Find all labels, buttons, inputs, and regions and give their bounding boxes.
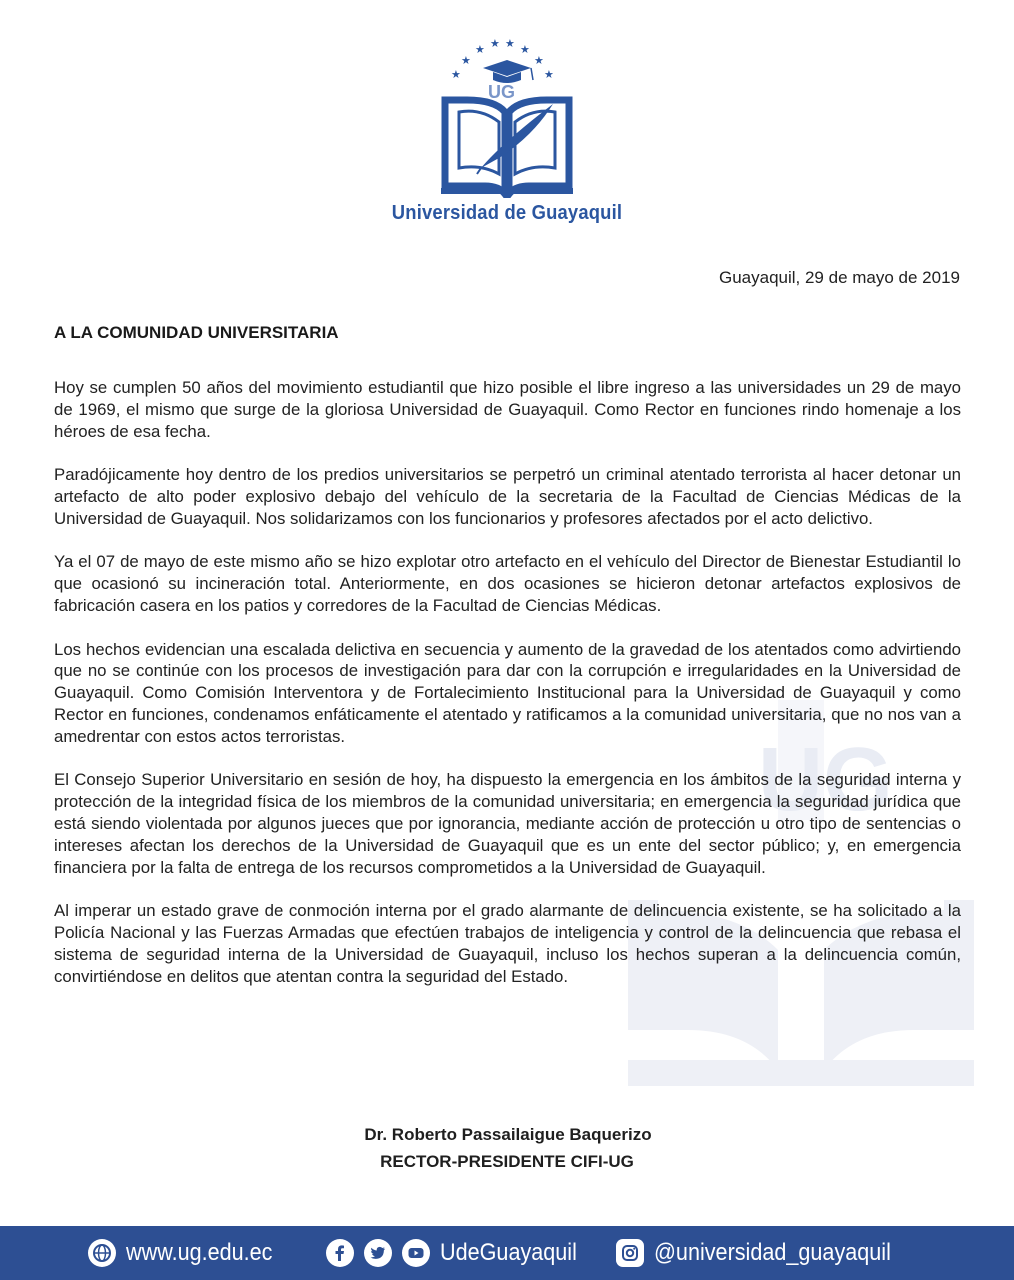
svg-text:★: ★ bbox=[451, 69, 461, 81]
svg-text:UG: UG bbox=[758, 730, 893, 830]
svg-text:★: ★ bbox=[544, 69, 554, 81]
paragraph: Hoy se cumplen 50 años del movimiento estudiantil que hizo posible el libre ingreso a las universidades un 29 de mayo de 1969, el mismo que surge de la gloriosa Universidad de Guayaquil. Como Rector en funciones rindo homenaje a los héroes de esa fecha. bbox=[54, 378, 961, 441]
paragraph: El Consejo Superior Universitario en sesión de hoy, ha dispuesto la emergencia en los ámbitos de la seguridad interna y protección de la integridad física de los miembros de la comunidad universitaria; en emergencia la seguridad jurídica que está siendo violentada por algunos jueces que por ignorancia, mediante acción de protección u otro tipo de sentencias o intereses afectan los derechos de la Universidad de Guayaquil que es un ente del sector público; y, en emergencia financiera por la falta de entrega de los recursos comprometidos a la Universidad de Guayaquil. bbox=[54, 770, 961, 877]
svg-text:★: ★ bbox=[461, 55, 471, 67]
footer-social[interactable] bbox=[326, 1226, 592, 1280]
svg-text:★: ★ bbox=[490, 38, 500, 50]
website-link[interactable]: www.ug.edu.ec bbox=[126, 1239, 273, 1266]
paragraph: Los hechos evidencian una escalada delictiva en secuencia y aumento de la gravedad de los atentados como advirtiendo que no se continúe con los procesos de investigación para dar con la corrupción e irregularidades en la Universidad de Guayaquil. Como Comisión Interventora y de Fortalecimiento Institucional para la Universidad de Guayaquil y como Rector en funciones, condenamos enfáticamente el atentado y ratificamos a la comunidad universitaria, que no nos van a amedrentar con estos actos terroristas. bbox=[54, 639, 961, 746]
instagram-handle[interactable]: @universidad_guayaquil bbox=[654, 1239, 891, 1266]
university-name: Universidad de Guayaquil bbox=[391, 202, 623, 224]
instagram-icon[interactable] bbox=[616, 1239, 644, 1267]
signature-block bbox=[0, 1121, 1014, 1175]
paragraph: Paradójicamente hoy dentro de los predios universitarios se perpetró un criminal atentado terrorista al hacer detonar un artefacto de alto poder explosivo debajo del vehículo de la secretaria de la Facultad de Ciencias Médicas de la Universidad de Guayaquil. Nos solidarizamos con los funcionarios y profesores afectados por el acto delictivo. bbox=[54, 465, 961, 528]
paragraph: Al imperar un estado grave de conmoción interna por el grado alarmante de delincuencia existente, se ha solicitado a la Policía Nacional y las Fuerzas Armadas que efectúen trabajos de inteligencia y control de la delincuencia que rebasa el sistema de seguridad interna de la Universidad de Guayaquil, incluso los hechos superan a la delincuencia común, convirtiéndose en delitos que atentan contra la seguridad del Estado. bbox=[54, 901, 961, 986]
svg-text:★: ★ bbox=[534, 55, 544, 67]
svg-text:UG: UG bbox=[488, 82, 515, 102]
university-logo bbox=[0, 38, 1014, 238]
svg-text:★: ★ bbox=[520, 44, 530, 56]
stars-icon bbox=[451, 38, 554, 81]
footer-bar bbox=[0, 1226, 1014, 1280]
youtube-icon[interactable] bbox=[402, 1239, 430, 1267]
letter-addressee: A LA COMUNIDAD UNIVERSITARIA bbox=[54, 323, 339, 342]
globe-icon bbox=[88, 1239, 116, 1267]
facebook-icon[interactable] bbox=[326, 1239, 354, 1267]
signer-title: RECTOR-PRESIDENTE CIFI-UG bbox=[380, 1152, 634, 1171]
paragraph: Ya el 07 de mayo de este mismo año se hizo explotar otro artefacto en el vehículo del Director de Bienestar Estudiantil lo que ocasionó su incineración total. Anteriormente, en dos ocasiones se hicieron detonar artefactos explosivos de fabricación casera en los patios y corredores de la Facultad de Ciencias Médicas. bbox=[54, 552, 961, 615]
social-handle[interactable]: UdeGuayaquil bbox=[440, 1239, 577, 1266]
twitter-icon[interactable] bbox=[364, 1239, 392, 1267]
book-quill-emblem bbox=[437, 38, 577, 198]
letter-body bbox=[54, 377, 961, 1009]
svg-text:★: ★ bbox=[475, 44, 485, 56]
footer-website[interactable] bbox=[88, 1226, 289, 1280]
svg-text:★: ★ bbox=[505, 38, 515, 50]
footer-instagram[interactable] bbox=[616, 1226, 917, 1280]
signer-name: Dr. Roberto Passailaigue Baquerizo bbox=[364, 1125, 652, 1144]
letter-date: Guayaquil, 29 de mayo de 2019 bbox=[718, 268, 960, 287]
